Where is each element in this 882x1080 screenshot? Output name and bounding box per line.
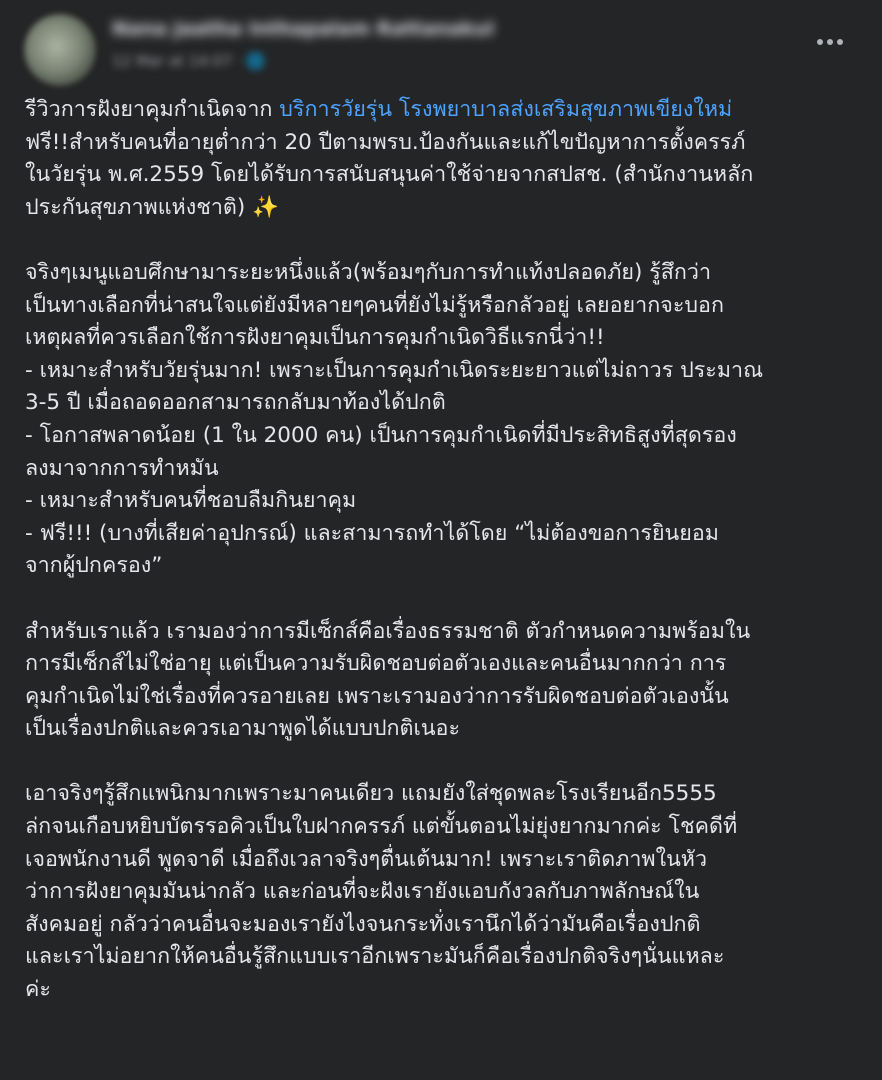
text-line: เหตุผลที่ควรเลือกใช้การฝังยาคุมเป็นการคุมกำเนิดวิธีแรกนี่ว่า!! [25, 325, 605, 351]
text-line: ฟรี!!สำหรับคนที่อายุต่ำกว่า 20 ปีตามพรบ.ป้องกันและแก้ไขปัญหาการตั้งครรภ์ [25, 129, 746, 155]
more-options-button[interactable] [812, 28, 848, 56]
text-line: - ฟรี!!! (บางที่เสียค่าอุปกรณ์) และสามารถทำได้โดย “ไม่ต้องขอการยินยอม [25, 520, 719, 546]
hospital-service-link[interactable]: บริการวัยรุ่น โรงพยาบาลส่งเสริมสุขภาพเขียงใหม่ [279, 97, 733, 122]
text-line: และเราไม่อยากให้คนอื่นรู้สึกแบบเราอีกเพราะมันก็คือเรื่องปกติจริงๆนั่นแหละ [25, 944, 725, 970]
text-line: ล่กจนเกือบหยิบบัตรรอคิวเป็นใบฝากครรภ์ แต่ขั้นตอนไม่ยุ่งยากมากค่ะ โชคดีที่ [25, 814, 738, 840]
post-timestamp[interactable]: 12 Mar at 14:07 · 🌐 [112, 52, 265, 70]
text-line: ว่าการฝังยาคุมมันน่ากลัว และก่อนที่จะฝังเรายังแอบกังวลกับภาพลักษณ์ใน [25, 879, 700, 905]
text-line: ลงมาจากการทำหมัน [25, 455, 219, 481]
author-avatar[interactable] [24, 14, 96, 86]
text-line: - เหมาะสำหรับคนที่ชอบลืมกินยาคุม [25, 488, 357, 514]
text-line: เอาจริงๆรู้สึกแพนิกมากเพราะมาคนเดียว แถมยังใส่ชุดพละโรงเรียนอีก5555 [25, 781, 717, 807]
post-header [0, 0, 882, 92]
text-line: เจอพนักงานดี พูดจาดี เมื่อถึงเวลาจริงๆตื่นเต้นมาก! เพราะเราติดภาพในหัว [25, 846, 708, 872]
text-line: - โอกาสพลาดน้อย (1 ใน 2000 คน) เป็นการคุมกำเนิดที่มีประสิทธิสูงที่สุดรอง [25, 422, 737, 448]
paragraph-reasons [25, 257, 860, 583]
post-body [25, 94, 860, 1007]
intro-text: รีวิวการฝังยาคุมกำเนิดจาก [25, 97, 280, 122]
text-line: ในวัยรุ่น พ.ศ.2559 โดยได้รับการสนับสนุนค่าใช้จ่ายจากสปสช. (สำนักงานหลัก [25, 162, 754, 188]
paragraph-intro [25, 94, 860, 224]
text-line [25, 192, 860, 225]
more-horizontal-icon [827, 39, 833, 45]
text-line: การมีเซ็กส์ไม่ใช่อายุ แต่เป็นความรับผิดชอบต่อตัวเองและคนอื่นมากกว่า การ [25, 651, 727, 677]
paragraph-opinion [25, 616, 860, 746]
paragraph-experience [25, 778, 860, 1006]
text-line: สำหรับเราแล้ว เรามองว่าการมีเซ็กส์คือเรื่องธรรมชาติ ตัวกำหนดความพร้อมใน [25, 618, 751, 644]
text-line: สังคมอยู่ กลัวว่าคนอื่นจะมองเรายังไงจนกระทั่งเรานึกได้ว่ามันคือเรื่องปกติ [25, 911, 701, 937]
text-line: เป็นเรื่องปกติและควรเอามาพูดได้แบบปกติเนอะ [25, 716, 460, 742]
more-horizontal-icon [817, 39, 823, 45]
text-line: ค่ะ [25, 977, 51, 1003]
text-line: คุมกำเนิดไม่ใช่เรื่องที่ควรอายเลย เพราะเรามองว่าการรับผิดชอบต่อตัวเองนั้น [25, 683, 729, 709]
text-line: 3-5 ปี เมื่อถอดออกสามารถกลับมาท้องได้ปกติ [25, 390, 446, 416]
more-horizontal-icon [837, 39, 843, 45]
text-line [25, 94, 860, 127]
text-line: จริงๆเมนูแอบศึกษามาระยะหนึ่งแล้ว(พร้อมๆกับการทำแท้งปลอดภัย) รู้สึกว่า [25, 259, 712, 285]
sparkles-icon: ✨ [252, 194, 279, 220]
text-line: จากผู้ปกครอง” [25, 553, 163, 579]
text-line: - เหมาะสำหรับวัยรุ่นมาก! เพราะเป็นการคุมกำเนิดระยะยาวแต่ไม่ถาวร ประมาณ [25, 357, 764, 383]
text-line: เป็นทางเลือกที่น่าสนใจแต่ยังมีหลายๆคนที่ยังไม่รู้หรือกลัวอยู่ เลยอยากจะบอก [25, 292, 724, 318]
author-name[interactable]: Nana Jaatha Inthapalam Rattanakul [112, 18, 495, 40]
intro-text-end: ประกันสุขภาพแห่งชาติ) [25, 194, 253, 220]
